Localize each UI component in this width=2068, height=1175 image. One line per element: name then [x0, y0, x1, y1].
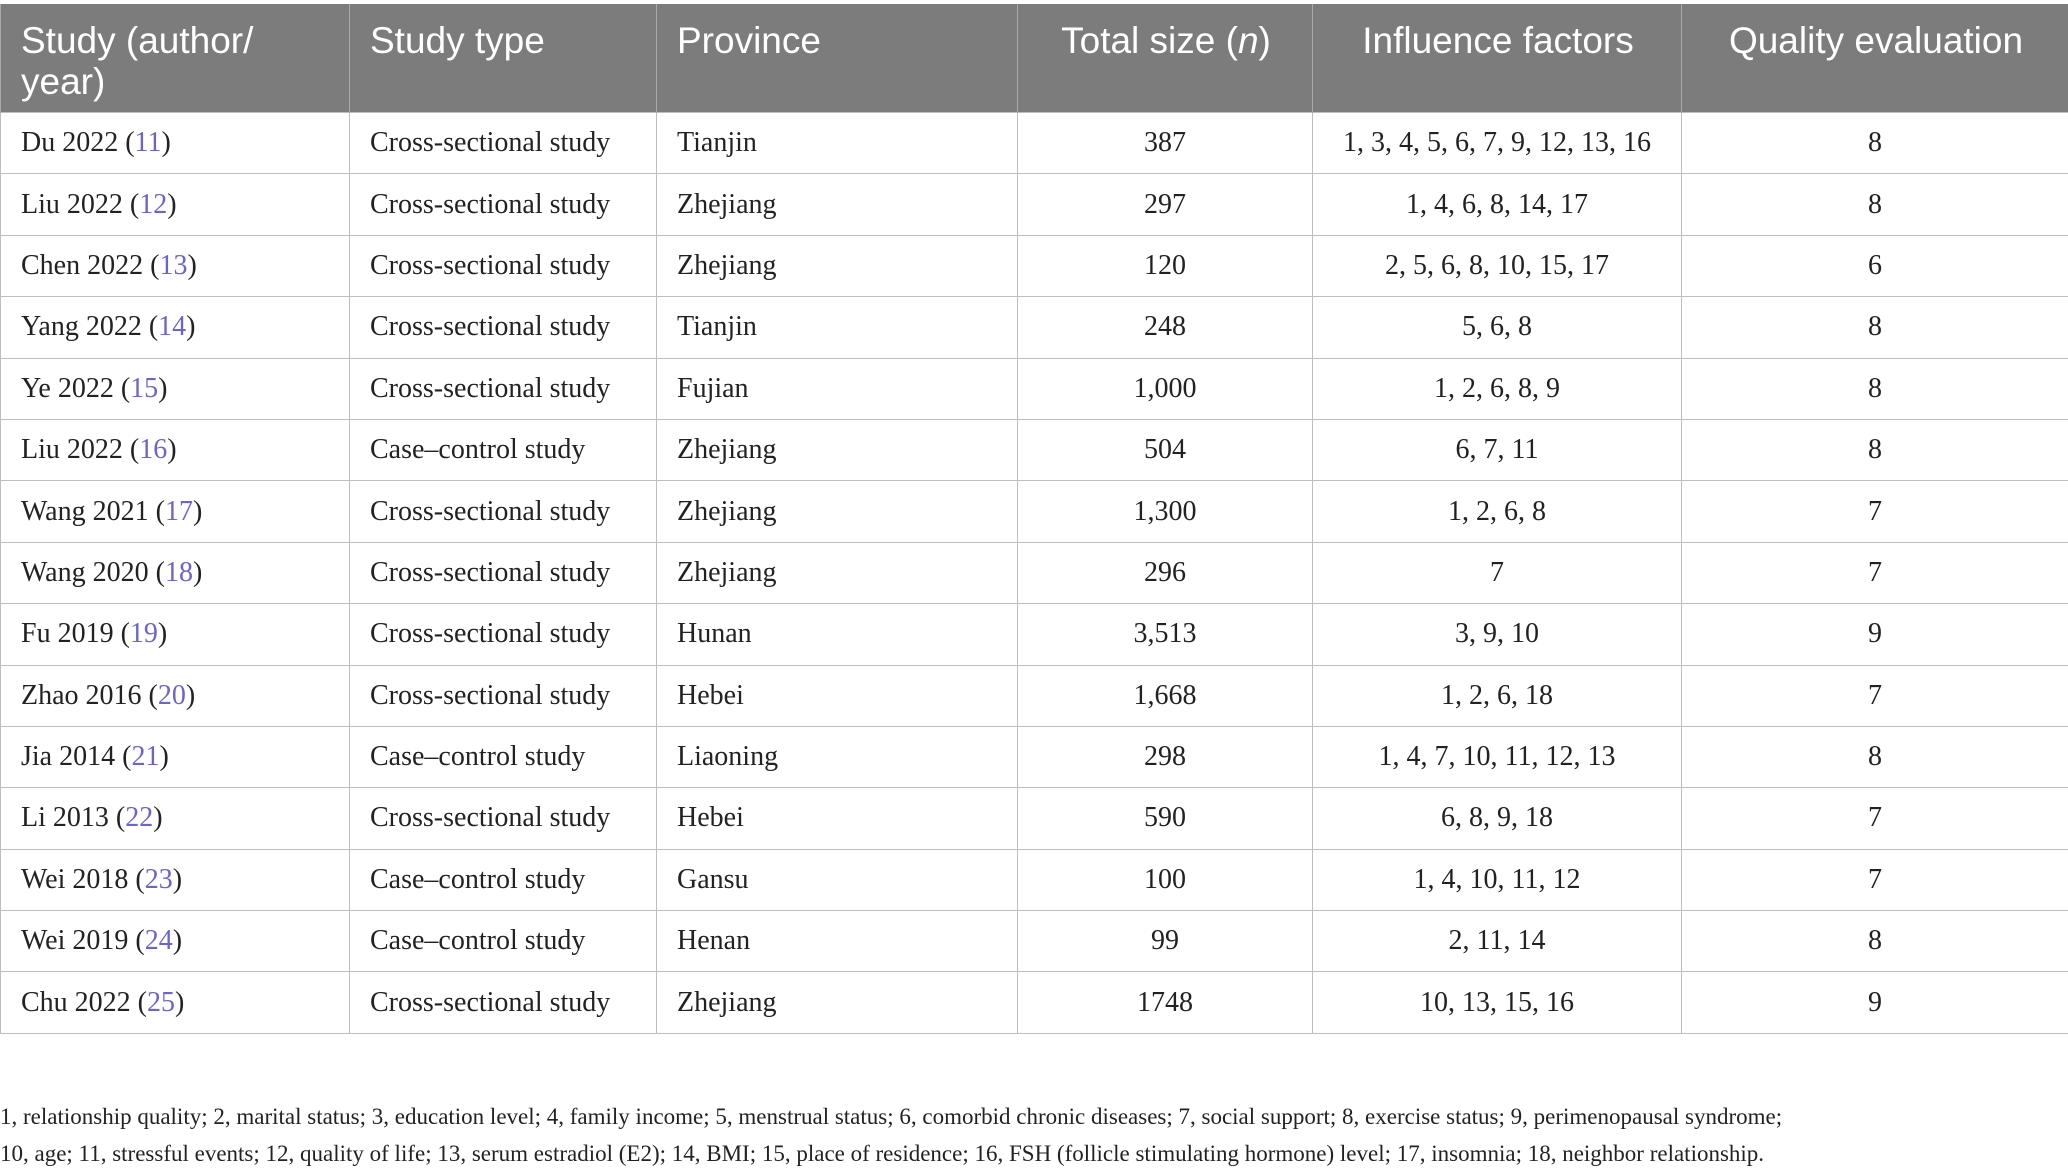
cell-study — [1, 113, 350, 174]
reference-link[interactable]: 20 — [157, 679, 186, 711]
cell-study — [1, 726, 350, 787]
cell-quality-evaluation: 8 — [1682, 419, 2068, 480]
cell-study-type: Cross-sectional study — [350, 174, 657, 235]
header-study: Study (author/ year) — [1, 4, 350, 113]
cell-study — [1, 911, 350, 972]
study-ref-close: ) — [186, 311, 196, 343]
cell-study — [1, 297, 350, 358]
cell-total-size: 248 — [1018, 297, 1313, 358]
study-ref-close: ) — [172, 863, 183, 895]
cell-quality-evaluation: 8 — [1682, 297, 2068, 358]
study-ref-close: ) — [172, 925, 183, 957]
study-author-year: Liu 2022 ( — [21, 434, 140, 466]
header-total-size-suffix: ) — [1258, 20, 1271, 61]
study-author-year: Wei 2018 ( — [21, 863, 145, 895]
header-total-size — [1018, 4, 1313, 113]
reference-link[interactable]: 13 — [159, 249, 188, 281]
header-total-size-prefix: Total size ( — [1061, 20, 1238, 61]
cell-study-type: Cross-sectional study — [350, 297, 657, 358]
cell-total-size: 1,668 — [1018, 665, 1313, 726]
cell-total-size: 387 — [1018, 113, 1313, 174]
cell-study — [1, 542, 350, 603]
table-row — [1, 542, 2068, 603]
table-row — [1, 297, 2068, 358]
study-author-year: Yang 2022 ( — [21, 311, 159, 343]
cell-influence-factors: 2, 5, 6, 8, 10, 15, 17 — [1313, 235, 1682, 296]
cell-province: Zhejiang — [657, 174, 1018, 235]
table-row — [1, 174, 2068, 235]
study-ref-close: ) — [185, 679, 196, 711]
reference-link[interactable]: 17 — [164, 495, 193, 527]
cell-province: Henan — [657, 911, 1018, 972]
cell-quality-evaluation: 7 — [1682, 542, 2068, 603]
cell-province: Zhejiang — [657, 972, 1018, 1033]
cell-province: Fujian — [657, 358, 1018, 419]
cell-province: Hebei — [657, 665, 1018, 726]
cell-influence-factors: 5, 6, 8 — [1313, 297, 1682, 358]
cell-province: Hebei — [657, 788, 1018, 849]
table-footnote — [0, 1098, 2068, 1172]
cell-total-size: 99 — [1018, 911, 1313, 972]
footnote-line-1: 1, relationship quality; 2, marital status; 3, education level; 4, family income; 5, menstrual status; 6, comorbid chronic diseases; 7, social support; 8, exercise status; 9, perimenopausal syndrome; — [0, 1104, 1783, 1129]
cell-influence-factors: 1, 2, 6, 8, 9 — [1313, 358, 1682, 419]
cell-province: Tianjin — [657, 297, 1018, 358]
study-ref-close: ) — [158, 372, 168, 404]
cell-study — [1, 174, 350, 235]
cell-province: Zhejiang — [657, 419, 1018, 480]
header-quality-evaluation: Quality evaluation — [1682, 4, 2068, 113]
cell-influence-factors: 7 — [1313, 542, 1682, 603]
study-ref-close: ) — [161, 127, 171, 159]
cell-total-size: 3,513 — [1018, 604, 1313, 665]
cell-study-type: Case–control study — [350, 911, 657, 972]
study-author-year: Du 2022 ( — [21, 127, 135, 159]
cell-province: Gansu — [657, 849, 1018, 910]
cell-province: Hunan — [657, 604, 1018, 665]
table-row — [1, 911, 2068, 972]
table-row — [1, 665, 2068, 726]
study-author-year: Chu 2022 ( — [21, 986, 147, 1018]
cell-study — [1, 419, 350, 480]
cell-province: Tianjin — [657, 113, 1018, 174]
study-author-year: Chen 2022 ( — [21, 249, 160, 281]
table-row — [1, 604, 2068, 665]
cell-total-size: 297 — [1018, 174, 1313, 235]
cell-study — [1, 235, 350, 296]
cell-study — [1, 358, 350, 419]
cell-study — [1, 788, 350, 849]
cell-total-size: 590 — [1018, 788, 1313, 849]
cell-influence-factors: 1, 3, 4, 5, 6, 7, 9, 12, 13, 16 — [1313, 113, 1682, 174]
cell-study-type: Case–control study — [350, 849, 657, 910]
study-author-year: Wei 2019 ( — [21, 925, 145, 957]
cell-quality-evaluation: 9 — [1682, 972, 2068, 1033]
cell-study-type: Cross-sectional study — [350, 358, 657, 419]
cell-quality-evaluation: 8 — [1682, 726, 2068, 787]
study-table-container — [0, 4, 2068, 1034]
study-author-year: Wang 2021 ( — [21, 495, 165, 527]
reference-link[interactable]: 16 — [139, 434, 168, 466]
cell-study-type: Cross-sectional study — [350, 972, 657, 1033]
header-influence-factors: Influence factors — [1313, 4, 1682, 113]
cell-total-size: 1748 — [1018, 972, 1313, 1033]
study-author-year: Fu 2019 ( — [21, 618, 130, 650]
cell-influence-factors: 6, 8, 9, 18 — [1313, 788, 1682, 849]
reference-link[interactable]: 23 — [144, 863, 173, 895]
header-total-size-n: n — [1237, 20, 1259, 61]
study-ref-close: ) — [157, 618, 168, 650]
cell-influence-factors: 1, 2, 6, 8 — [1313, 481, 1682, 542]
cell-study-type: Cross-sectional study — [350, 604, 657, 665]
cell-province: Liaoning — [657, 726, 1018, 787]
reference-link[interactable]: 14 — [158, 311, 187, 343]
cell-quality-evaluation: 7 — [1682, 665, 2068, 726]
cell-quality-evaluation: 8 — [1682, 174, 2068, 235]
table-row — [1, 358, 2068, 419]
header-study-type: Study type — [350, 4, 657, 113]
study-author-year: Wang 2020 ( — [21, 556, 165, 588]
reference-link[interactable]: 12 — [139, 188, 168, 220]
cell-influence-factors: 1, 4, 6, 8, 14, 17 — [1313, 174, 1682, 235]
cell-influence-factors: 1, 4, 7, 10, 11, 12, 13 — [1313, 726, 1682, 787]
cell-study-type: Cross-sectional study — [350, 788, 657, 849]
cell-total-size: 120 — [1018, 235, 1313, 296]
cell-study-type: Case–control study — [350, 419, 657, 480]
cell-study — [1, 972, 350, 1033]
cell-total-size: 1,300 — [1018, 481, 1313, 542]
cell-province: Zhejiang — [657, 235, 1018, 296]
cell-total-size: 100 — [1018, 849, 1313, 910]
study-author-year: Zhao 2016 ( — [21, 679, 158, 711]
header-row — [1, 4, 2068, 113]
study-ref-close: ) — [192, 556, 203, 588]
reference-link[interactable]: 18 — [164, 556, 193, 588]
cell-study-type: Cross-sectional study — [350, 665, 657, 726]
table-header — [1, 4, 2068, 113]
cell-quality-evaluation: 8 — [1682, 911, 2068, 972]
cell-influence-factors: 10, 13, 15, 16 — [1313, 972, 1682, 1033]
cell-quality-evaluation: 7 — [1682, 481, 2068, 542]
cell-quality-evaluation: 8 — [1682, 113, 2068, 174]
cell-study — [1, 849, 350, 910]
cell-quality-evaluation: 8 — [1682, 358, 2068, 419]
cell-influence-factors: 2, 11, 14 — [1313, 911, 1682, 972]
footnote-line-2: 10, age; 11, stressful events; 12, quality of life; 13, serum estradiol (E2); 14, BMI; 15, place of residence; 16, FSH (follicle stimulating hormone) level; 17, insomnia; 18, neighbor relationship. — [0, 1141, 1765, 1166]
study-author-year: Liu 2022 ( — [21, 188, 140, 220]
cell-study — [1, 481, 350, 542]
study-ref-close: ) — [192, 495, 203, 527]
cell-influence-factors: 3, 9, 10 — [1313, 604, 1682, 665]
study-ref-close: ) — [153, 802, 163, 834]
study-ref-close: ) — [167, 434, 177, 466]
cell-influence-factors: 6, 7, 11 — [1313, 419, 1682, 480]
reference-link[interactable]: 11 — [134, 127, 162, 159]
study-characteristics-table — [0, 4, 2068, 1034]
cell-province: Zhejiang — [657, 481, 1018, 542]
table-row — [1, 972, 2068, 1033]
reference-link[interactable]: 15 — [130, 372, 159, 404]
table-row — [1, 419, 2068, 480]
cell-quality-evaluation: 6 — [1682, 235, 2068, 296]
cell-quality-evaluation: 7 — [1682, 849, 2068, 910]
reference-link[interactable]: 22 — [125, 802, 154, 834]
cell-total-size: 298 — [1018, 726, 1313, 787]
cell-study — [1, 604, 350, 665]
reference-link[interactable]: 24 — [144, 925, 173, 957]
reference-link[interactable]: 21 — [131, 741, 160, 773]
table-row — [1, 235, 2068, 296]
cell-total-size: 296 — [1018, 542, 1313, 603]
study-author-year: Ye 2022 ( — [21, 372, 131, 404]
table-body — [1, 113, 2068, 1034]
reference-link[interactable]: 19 — [129, 618, 158, 650]
cell-province: Zhejiang — [657, 542, 1018, 603]
table-row — [1, 726, 2068, 787]
cell-study-type: Cross-sectional study — [350, 542, 657, 603]
study-ref-close: ) — [187, 249, 197, 281]
reference-link[interactable]: 25 — [147, 986, 175, 1018]
cell-total-size: 504 — [1018, 419, 1313, 480]
cell-study-type: Cross-sectional study — [350, 113, 657, 174]
study-author-year: Li 2013 ( — [21, 802, 126, 834]
table-row — [1, 113, 2068, 174]
table-row — [1, 788, 2068, 849]
cell-study-type: Cross-sectional study — [350, 235, 657, 296]
cell-influence-factors: 1, 2, 6, 18 — [1313, 665, 1682, 726]
cell-study-type: Cross-sectional study — [350, 481, 657, 542]
cell-influence-factors: 1, 4, 10, 11, 12 — [1313, 849, 1682, 910]
table-row — [1, 849, 2068, 910]
study-author-year: Jia 2014 ( — [21, 741, 132, 773]
cell-study-type: Case–control study — [350, 726, 657, 787]
table-row — [1, 481, 2068, 542]
study-ref-close: ) — [175, 986, 185, 1018]
cell-quality-evaluation: 7 — [1682, 788, 2068, 849]
header-province: Province — [657, 4, 1018, 113]
cell-quality-evaluation: 9 — [1682, 604, 2068, 665]
study-ref-close: ) — [159, 741, 169, 773]
study-ref-close: ) — [167, 188, 177, 220]
cell-study — [1, 665, 350, 726]
cell-total-size: 1,000 — [1018, 358, 1313, 419]
